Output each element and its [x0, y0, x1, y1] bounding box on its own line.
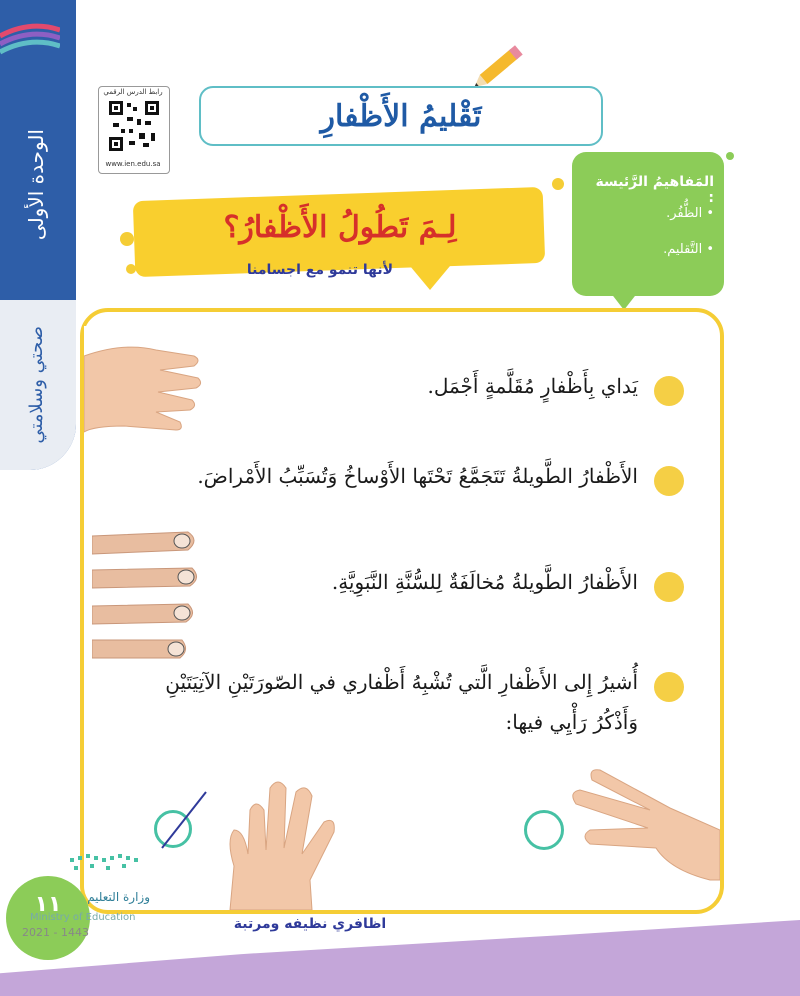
pen-mark: [148, 790, 208, 850]
bullet: [654, 672, 684, 702]
ministry-name: وزارة التعليم: [87, 890, 150, 904]
hand-photo-trimmed: [84, 326, 208, 446]
concept-item: • الظُّفُر.: [666, 206, 714, 221]
question-text: لِـمَ تَطُولُ الأَظْفارُ؟: [223, 210, 457, 245]
statement-line: الأَظْفارُ الطَّويلةُ مُخالَفَةٌ لِلسُّنَّةِ النَّبَوِيَّةِ.: [331, 570, 638, 594]
ministry-logo: [60, 850, 150, 880]
edition-year: 2021 - 1443: [22, 926, 89, 939]
qr-caption: رابط الدرس الرقمي: [103, 88, 163, 96]
bullet: [654, 572, 684, 602]
handwritten-answer: لأنها تنمو مع اجسامنا: [246, 262, 394, 278]
decor-dot: [726, 152, 734, 160]
bullet: [654, 466, 684, 496]
statement-line: الأَظْفارُ الطَّويلةُ تَتَجَمَّعُ تَحْتَها الأَوْساخُ وَتُسَبِّبُ الأَمْراضَ.: [197, 464, 638, 488]
decor-dot: [120, 232, 134, 246]
concept-item: • التَّقليم.: [663, 242, 714, 257]
topic-label: صحتي وسلامتي: [25, 326, 47, 444]
statement-line: يَداي بِأَظْفارٍ مُقَلَّمةٍ أَجْمَل.: [427, 374, 638, 398]
decor-dot: [552, 178, 564, 190]
hand-photo-option-b[interactable]: [560, 760, 720, 890]
hand-photo-option-a[interactable]: [220, 770, 360, 910]
rainbow-corner: [0, 0, 60, 60]
handwritten-caption: اظافري نظيفه ومرتبة: [233, 916, 387, 932]
answer-circle-b[interactable]: [524, 810, 564, 850]
bullet: [654, 376, 684, 406]
qr-url: www.ien.edu.sa: [105, 160, 161, 168]
instruction-line: أُشيرُ إِلى الأَظْفارِ الَّتي تُشْبِهُ أَظْفاري في الصّورَتَيْنِ الآتِيَتَيْنِ: [165, 670, 638, 694]
concepts-heading: المَفاهيمُ الرَّئيسة :: [595, 174, 714, 206]
instruction-line: وَأَذْكُرُ رَأْيِي فيها:: [505, 710, 638, 734]
pencil-icon: [472, 36, 532, 92]
unit-label: الوحدة الأولى: [24, 129, 48, 241]
ministry-name-en: Ministry of Education: [30, 912, 136, 923]
hand-photo-long-nails: [92, 522, 204, 672]
page-title: تَقْليمُ الأَظْفارِ: [199, 86, 603, 146]
page-number: ١١: [34, 892, 62, 917]
